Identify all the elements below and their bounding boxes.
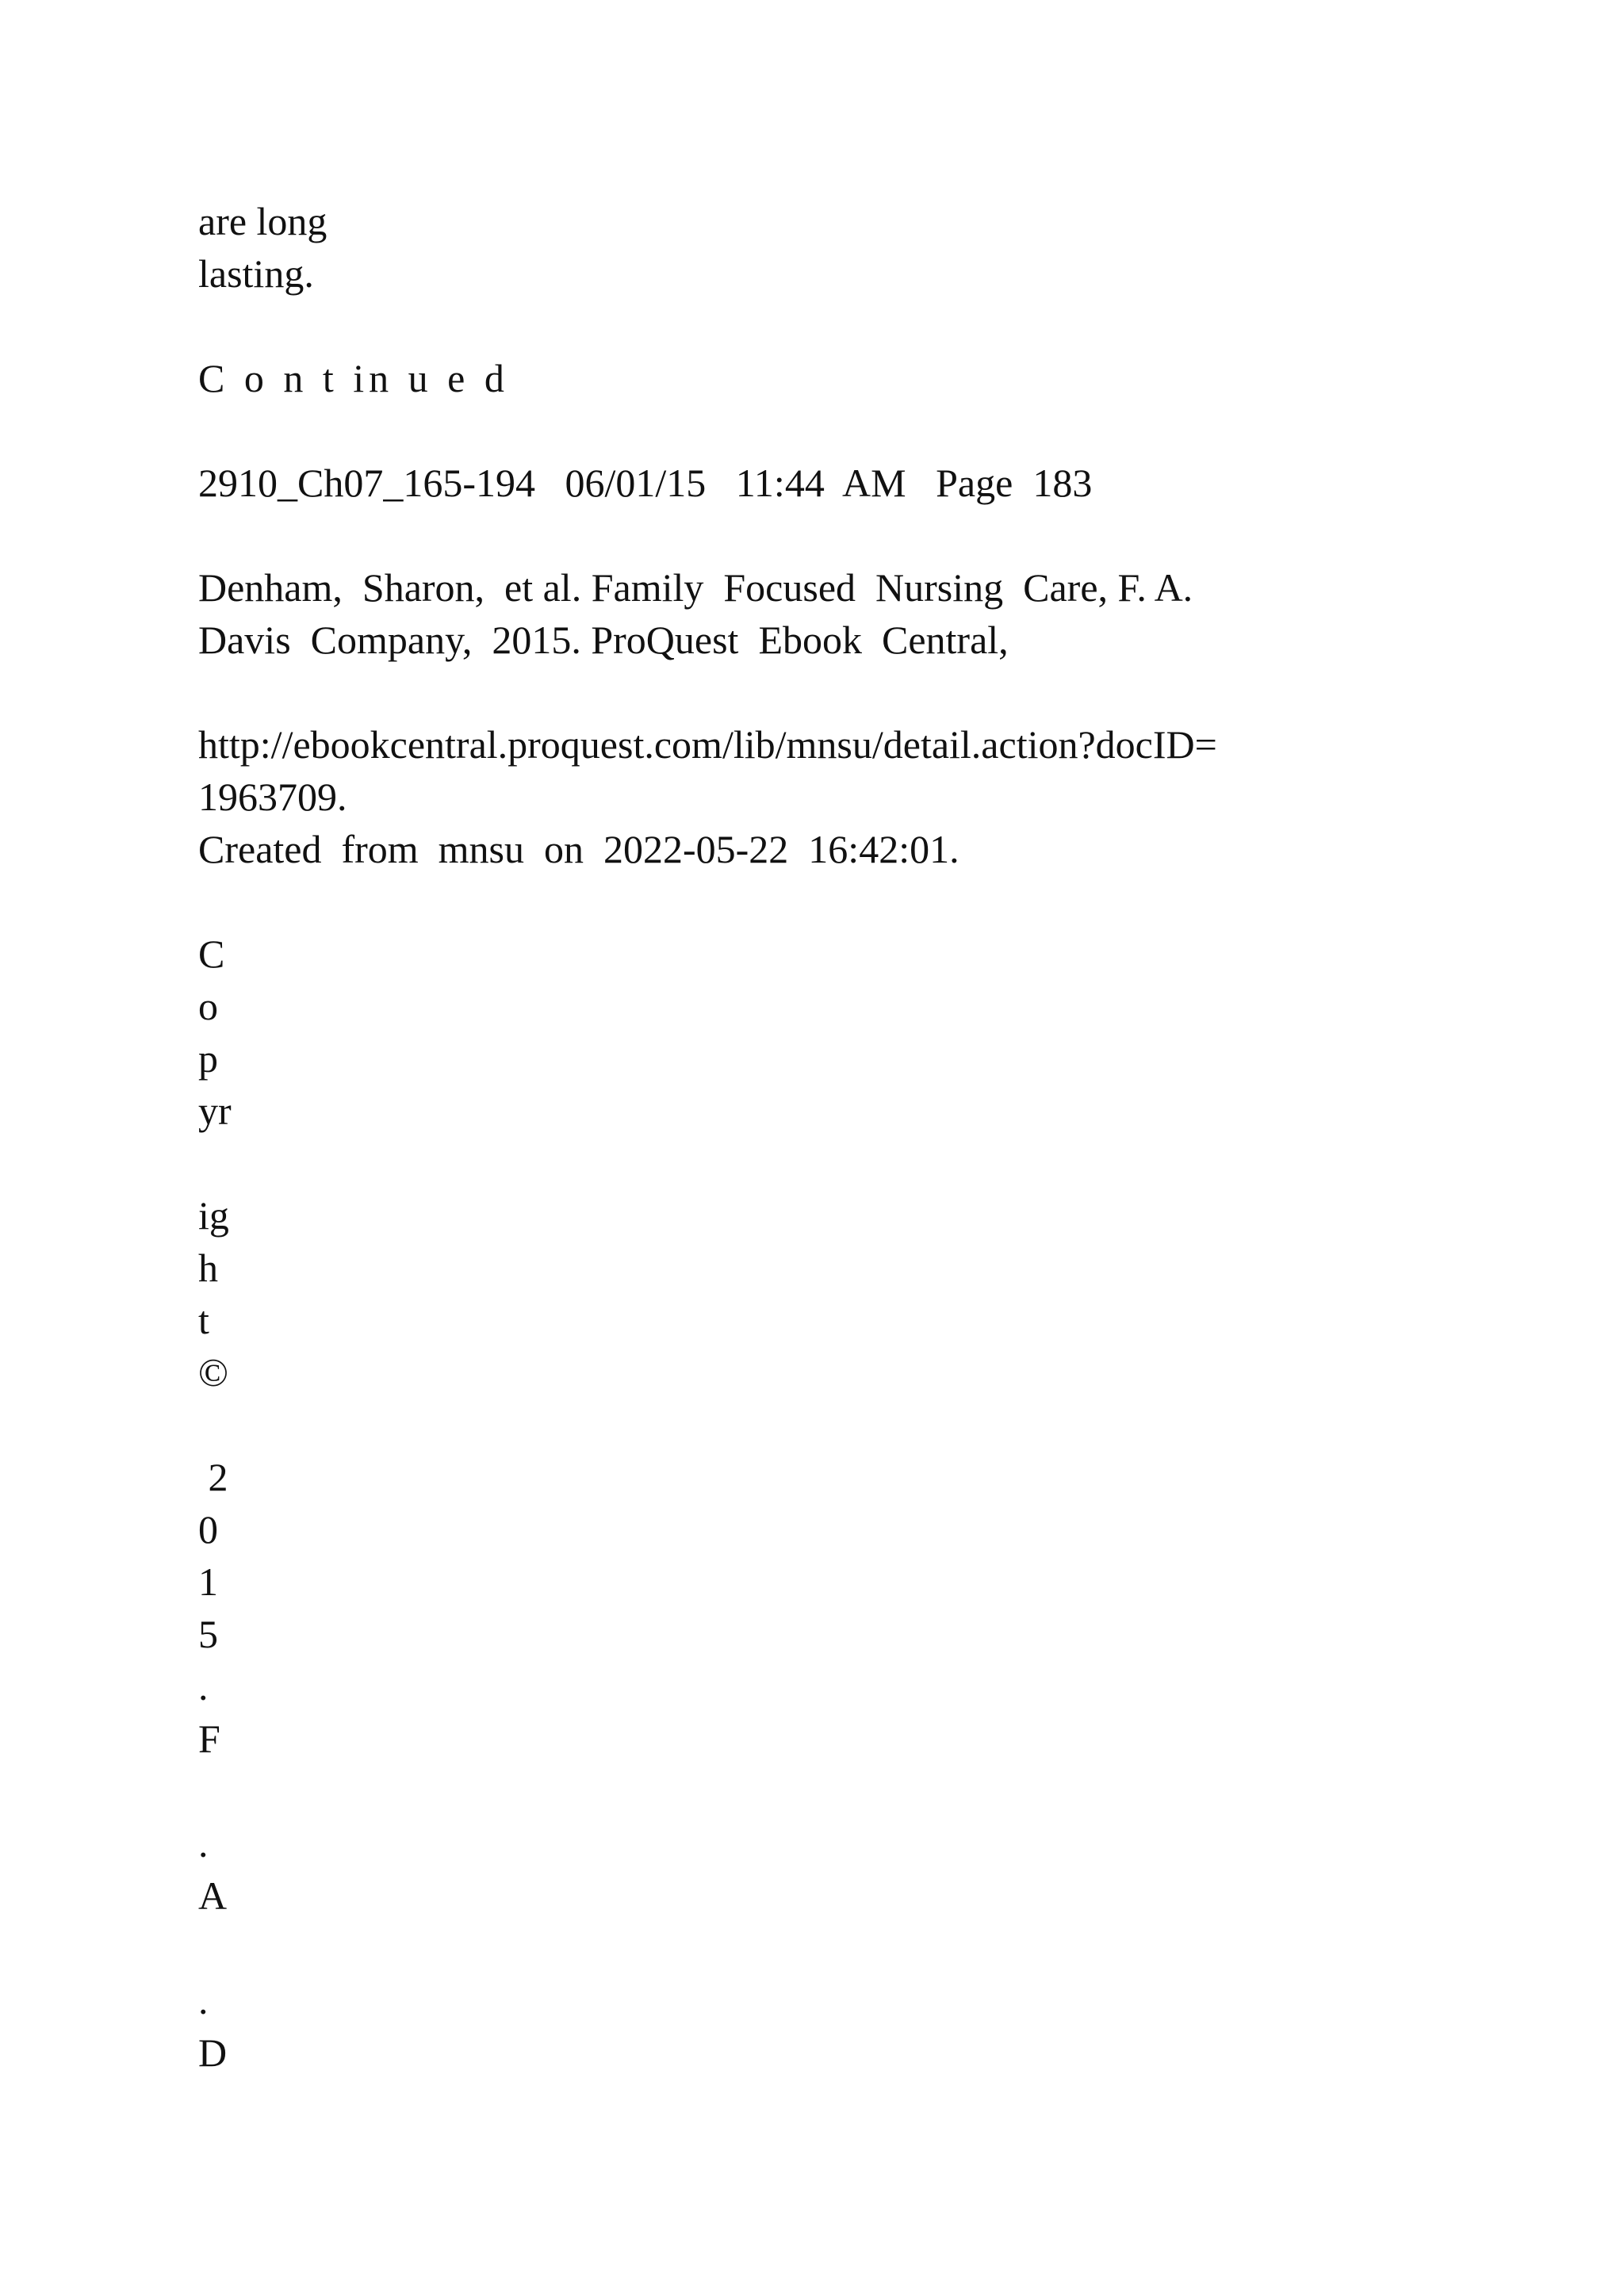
watermark-char: D (198, 2030, 228, 2075)
watermark-char: h (198, 1246, 218, 1290)
watermark-char: o (198, 984, 218, 1028)
watermark-char: p (198, 1036, 218, 1081)
continued-label: C o n t in u e d (198, 356, 509, 400)
fragment-line-2: lasting. (198, 251, 314, 296)
watermark-char: . (198, 1978, 209, 2022)
fragment-line-1: are long (198, 199, 327, 243)
watermark-char: . (198, 1664, 209, 1709)
running-header: 2910_Ch07_165-194 06/01/15 11:44 AM Page 183 (198, 461, 1093, 505)
watermark-char: ig (198, 1193, 229, 1238)
watermark-char: F (198, 1716, 220, 1761)
watermark-char: 2 (198, 1455, 228, 1499)
citation-line-1: Denham, Sharon, et al. Family Focused Nursing Care, F. A. (198, 565, 1193, 610)
watermark-char: C (198, 932, 225, 976)
watermark-char: yr (198, 1089, 232, 1133)
watermark-char: A (198, 1873, 228, 1918)
citation-created: Created from mnsu on 2022-05-22 16:42:01. (198, 827, 959, 871)
citation-url-line-1: http://ebookcentral.proquest.com/lib/mnsu/detail.action?docID= (198, 722, 1217, 767)
watermark-char: . (198, 1821, 209, 1866)
watermark-char: © (198, 1350, 228, 1395)
watermark-char: 0 (198, 1507, 218, 1552)
watermark-char: 1 (198, 1559, 218, 1604)
citation-line-2: Davis Company, 2015. ProQuest Ebook Central, (198, 618, 1009, 662)
watermark-char: 5 (198, 1612, 218, 1656)
citation-url-line-2: 1963709. (198, 775, 347, 819)
watermark-char: t (198, 1298, 209, 1342)
